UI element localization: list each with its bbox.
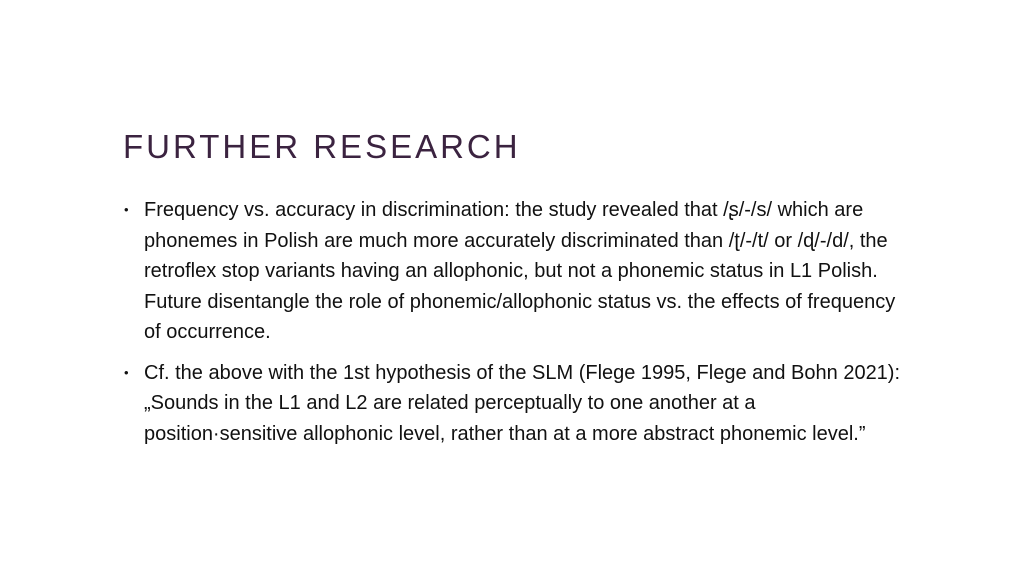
bullet-dot-icon: •: [124, 364, 129, 380]
slide-title: FURTHER RESEARCH: [123, 128, 521, 165]
bullet-dot-icon: •: [124, 202, 129, 217]
bullet-item: [123, 195, 903, 348]
bullet-list: [123, 195, 903, 459]
bullet-text: Frequency vs. accuracy in discrimination: the study revealed that /ʂ/-/s/ which are phonemes in Polish are much more accurately discriminated than /ʈ/-/t/ or /ɖ/-/d/, the retroflex stop variants having an allophonic, but not a phonemic status in L1 Polish. Future disentangle the role of phonemic/allophonic status vs. the effects of frequency of occurrence.: [144, 199, 896, 343]
bullet-text: Cf. the above with the 1st hypothesis of the SLM (Flege 1995, Flege and Bohn 2021): „Sounds in the L1 and L2 are related perceptually to one another at a position·sensitive allophonic level, rather than at a more abstract phonemic level.”: [144, 361, 901, 445]
bullet-item: [123, 358, 903, 450]
